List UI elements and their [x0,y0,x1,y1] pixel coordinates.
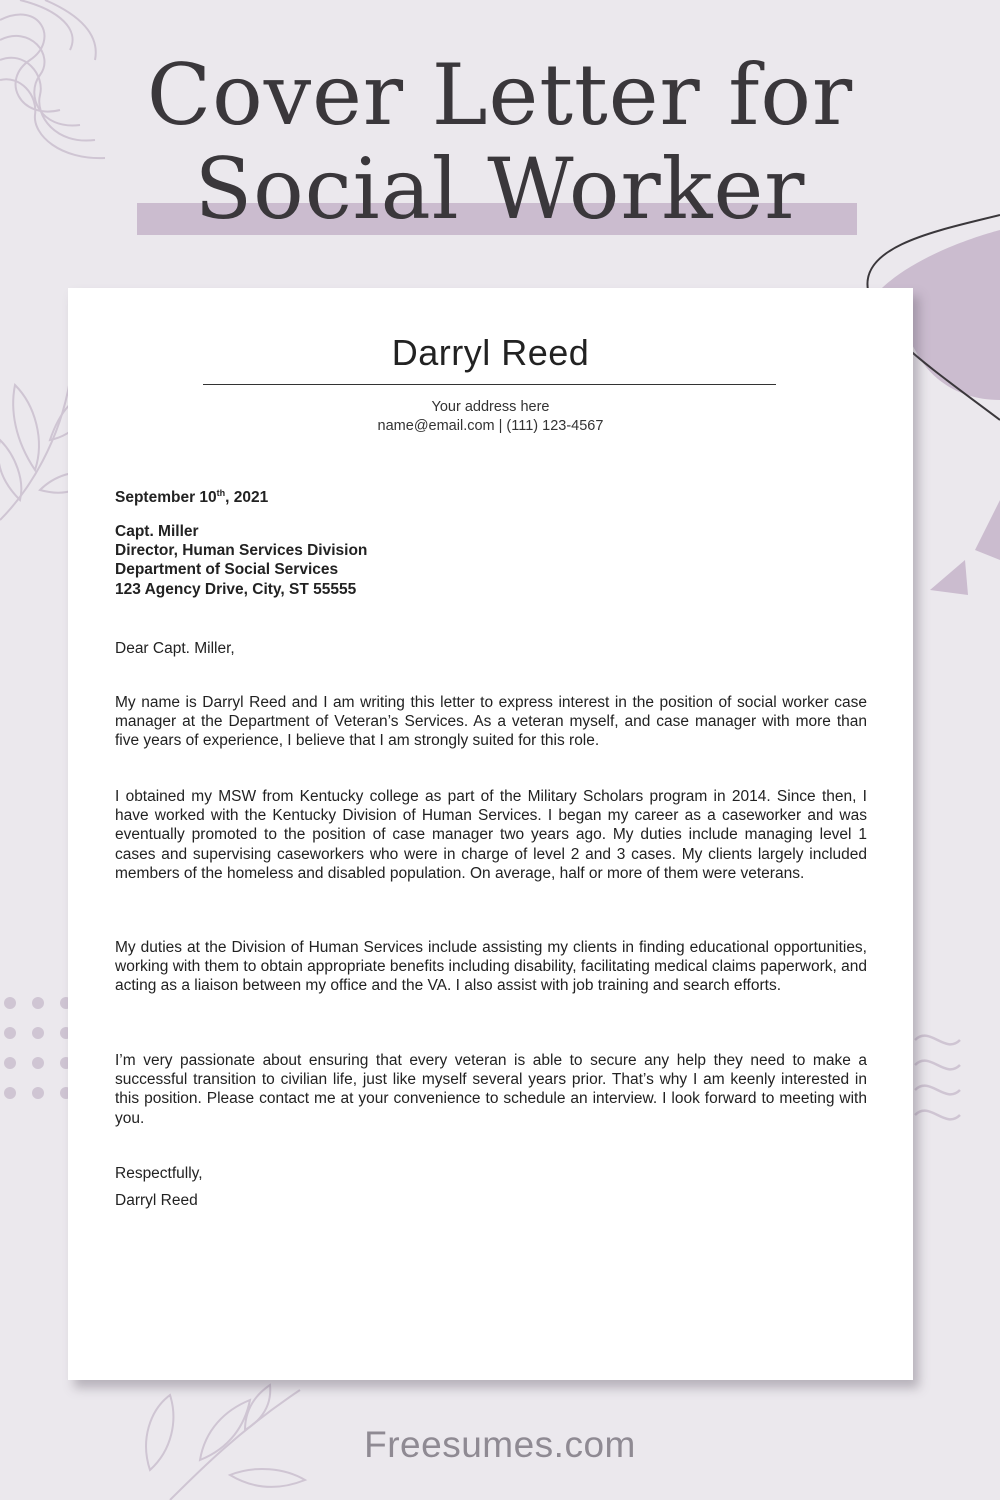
title-line-1: Cover Letter for [146,46,854,144]
wave-decoration [915,1036,960,1120]
dots-decoration [4,997,72,1099]
recipient-department: Department of Social Services [115,561,339,579]
date-ordinal: th [216,488,226,498]
letter-document [68,288,913,1380]
recipient-block [115,522,367,599]
title-line-2: Social Worker [194,140,806,238]
triangle-decoration-2 [975,500,1000,560]
recipient-address: 123 Agency Drive, City, ST 55555 [115,580,357,598]
date-year: , 2021 [225,489,269,507]
recipient-name: Capt. Miller [115,523,199,540]
triangle-decoration [930,560,968,595]
closing: Respectfully, [115,1165,203,1182]
paragraph-2: I obtained my MSW from Kentucky college as part of the Military Scholars program in 2014. Since then, I have worked with the Kentucky Division of Human Services. I began my career as a caseworker and was eventually promoted to the position of case manager two years ago. My duties include managing level 1 cases and supervising caseworkers who were in charge of level 2 and 3 cases. My clients largely included members of the homeless and disabled population. On average, half or more of them were veterans. [115,788,867,882]
paragraph-4: I’m very passionate about ensuring that every veteran is able to secure any help they need to make a successful transition to civilian life, just like myself several years prior. That’s why I am keenly interested in this position. Please contact me at your convenience to schedule an interview. I look forward to meeting with you. [115,1052,867,1127]
name-divider [203,384,776,385]
date-month-day: September 10 [115,489,217,507]
page-title [0,48,1000,236]
sender-contact [68,398,913,436]
sender-name: Darryl Reed [391,332,590,373]
recipient-title: Director, Human Services Division [115,542,368,560]
paragraph-3: My duties at the Division of Human Services include assisting my clients in finding educational opportunities, working with them to obtain appropriate benefits including disability, facilitating medical claims paperwork, and acting as a liaison between my office and the VA. I also assist with job training and search efforts. [115,939,867,995]
letter-date [115,484,268,507]
paragraph-1: My name is Darryl Reed and I am writing this letter to express interest in the position of social worker case manager at the Department of Veteran’s Services. As a veteran myself, and case manager with more than five years of experience, I believe that I am strongly suited for this role. [115,694,867,750]
sender-address: Your address here [431,399,550,415]
footer-brand: Freesumes.com [364,1424,636,1465]
salutation: Dear Capt. Miller, [115,640,235,657]
sender-email-phone: name@email.com | (111) 123-4567 [377,418,604,434]
signature-name: Darryl Reed [115,1192,198,1209]
